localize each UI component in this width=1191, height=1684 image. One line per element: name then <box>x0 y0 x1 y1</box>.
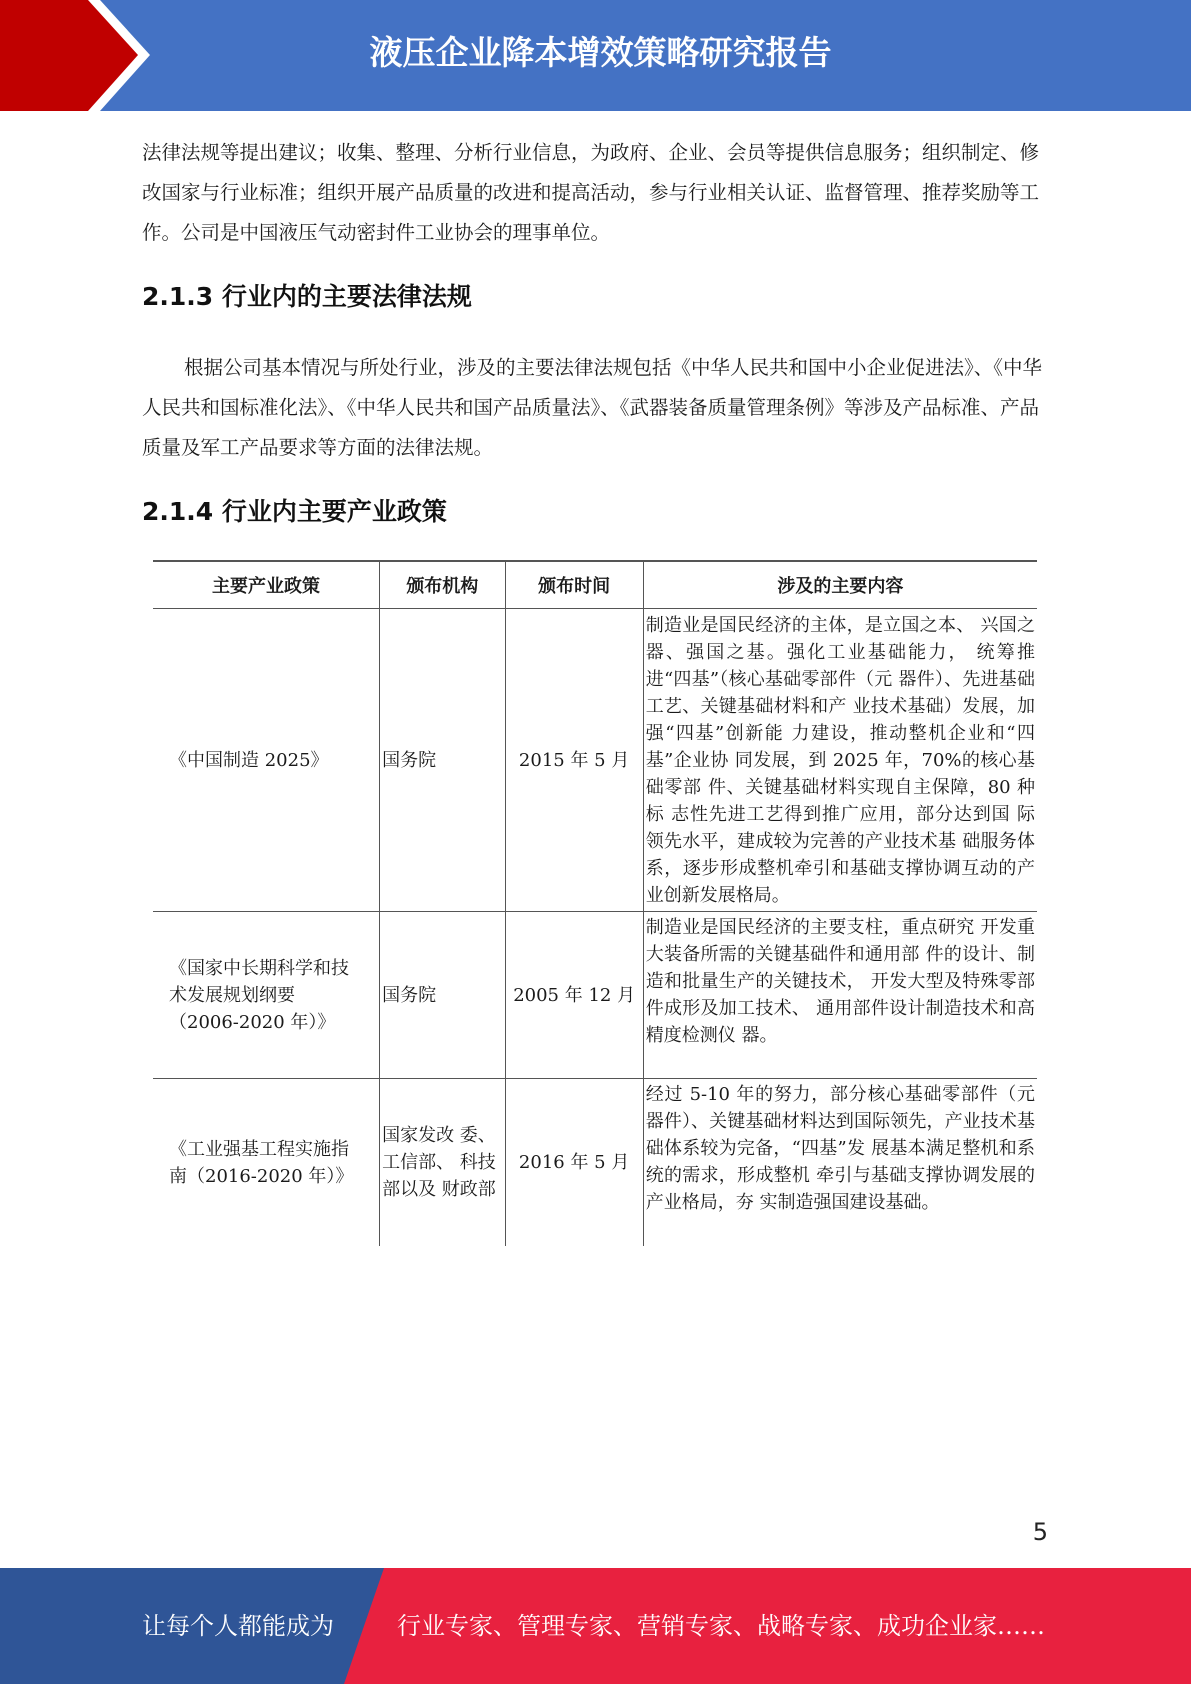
issue-date-cell: 2015 年 5 月 <box>505 609 643 912</box>
column-header-date: 颁布时间 <box>505 561 643 609</box>
issuing-org-cell: 国家发改 委、工信部、 科技部以及 财政部 <box>380 1079 505 1247</box>
issuing-org-cell: 国务院 <box>380 912 505 1079</box>
main-content-cell: 制造业是国民经济的主要支柱，重点研究 开发重大装备所需的关键基础件和通用部 件的设计、制造和批量生产的关键技术， 开发大型及特殊零部件成形及加工技术、 通用部件设计制造技术和高精度检测仪 器。 <box>643 912 1037 1079</box>
policy-name-cell: 《工业强基工程实施指南（2016-2020 年）》 <box>169 1138 354 1187</box>
footer-banner <box>0 1568 1191 1684</box>
issue-date-cell: 2005 年 12 月 <box>505 912 643 1079</box>
table-row <box>153 1079 1037 1247</box>
header-banner <box>0 0 1191 111</box>
footer-slogan-right: 行业专家、管理专家、营销专家、战略专家、成功企业家…… <box>397 1612 1045 1640</box>
policy-name-cell: 《中国制造 2025》 <box>153 609 380 912</box>
page-number: 5 <box>1032 1518 1048 1546</box>
section-heading-2-1-4: 2.1.4 行业内主要产业政策 <box>142 497 447 526</box>
column-header-policy: 主要产业政策 <box>153 561 380 609</box>
column-header-org: 颁布机构 <box>380 561 505 609</box>
main-content-cell: 经过 5-10 年的努力，部分核心基础零部件（元器件）、关键基础材料达到国际领先，产业技术基础体系较为完备，“四基”发 展基本满足整机和系统的需求，形成整机 牵引与基础支撑协调发展的产业格局，夯 实制造强国建设基础。 <box>643 1079 1037 1247</box>
report-title: 液压企业降本增效策略研究报告 <box>369 33 832 72</box>
main-content-cell: 制造业是国民经济的主体，是立国之本、 兴国之器、强国之基。强化工业基础能力， 统筹推进“四基”（核心基础零部件（元 器件）、先进基础工艺、关键基础材料和产 业技术基础）发展，加强“四基”创新能 力建设，推动整机企业和“四基”企业协 同发展，到 2025 年，70%的核心基础零部 件、关键基础材料实现自主保障，80 种标 志性先进工艺得到推广应用，部分达到国 际领先水平，建成较为完善的产业技术基 础服务体系，逐步形成整机牵引和基础支撑协调互动的产业创新发展格局。 <box>643 609 1037 912</box>
column-header-content: 涉及的主要内容 <box>643 561 1037 609</box>
issuing-org-cell: 国务院 <box>380 609 505 912</box>
policy-name-cell: 《国家中长期科学和技术发展规划纲要（2006-2020 年）》 <box>153 912 380 1079</box>
industry-policy-table <box>153 560 1037 1246</box>
footer-slogan-left: 让每个人都能成为 <box>142 1612 334 1640</box>
section-heading-2-1-3: 2.1.3 行业内的主要法律法规 <box>142 282 472 311</box>
table-row <box>153 912 1037 1079</box>
table-header-row <box>153 561 1037 609</box>
table-row <box>153 609 1037 912</box>
paragraph-intro: 法律法规等提出建议；收集、整理、分析行业信息，为政府、企业、会员等提供信息服务；组织制定、修改国家与行业标准；组织开展产品质量的改进和提高活动，参与行业相关认证、监督管理、推荐奖励等工作。公司是中国液压气动密封件工业协会的理事单位。 <box>142 141 1040 244</box>
paragraph-laws: 根据公司基本情况与所处行业，涉及的主要法律法规包括《中华人民共和国中小企业促进法》、《中华人民共和国标准化法》、《中华人民共和国产品质量法》、《武器装备质量管理条例》等涉及产品标准、产品质量及军工产品要求等方面的法律法规。 <box>142 356 1043 459</box>
issue-date-cell: 2016 年 5 月 <box>505 1079 643 1247</box>
